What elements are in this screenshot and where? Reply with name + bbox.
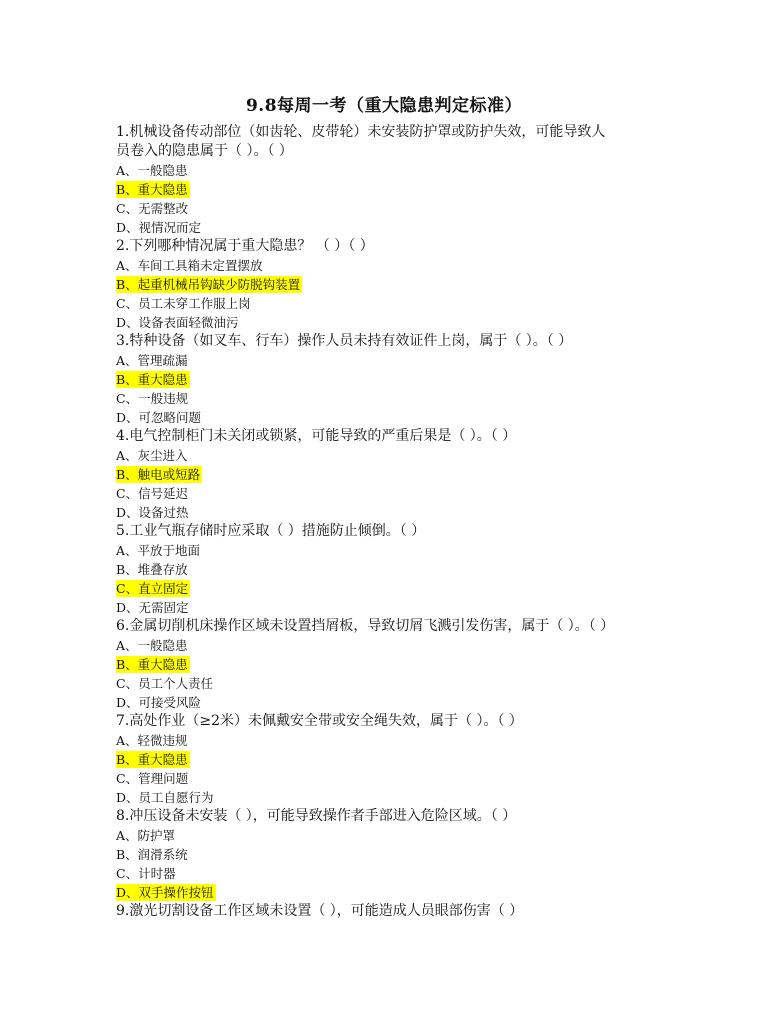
answer-option-label: D、可忽略问题 — [116, 410, 202, 425]
question-text: 8.冲压设备未安装（ ），可能导致操作者手部进入危险区域。（ ） — [116, 808, 517, 824]
answer-option-highlighted — [116, 579, 652, 598]
answer-option — [116, 294, 652, 313]
answer-option — [116, 845, 652, 864]
answer-option-label: C、一般违规 — [116, 391, 189, 406]
answer-option — [116, 161, 652, 180]
answer-option-label: D、设备过热 — [116, 505, 189, 520]
answer-option — [116, 826, 652, 845]
page-title: 9.8每周一考（重大隐患判定标准） — [245, 96, 523, 116]
answer-option — [116, 864, 652, 883]
answer-option-highlighted — [116, 275, 652, 294]
question-text: 6.金属切削机床操作区域未设置挡屑板，导致切屑飞溅引发伤害，属于（ ）。（ ） — [116, 618, 615, 634]
answer-option-label: C、直立固定 — [116, 581, 189, 596]
answer-option-label: B、触电或短路 — [116, 467, 201, 482]
answer-option-highlighted — [116, 655, 652, 674]
answer-option — [116, 256, 652, 275]
answer-option — [116, 389, 652, 408]
question-text: 5.工业气瓶存储时应采取（ ）措施防止倾倒。（ ） — [116, 523, 426, 539]
answer-option-label: C、计时器 — [116, 866, 176, 881]
answer-option — [116, 351, 652, 370]
question-block — [116, 617, 652, 712]
answer-option-label: B、重大隐患 — [116, 182, 188, 197]
answer-option-highlighted — [116, 883, 652, 902]
answer-option-label: D、可接受风险 — [116, 695, 202, 710]
answer-option-label: D、员工自愿行为 — [116, 790, 214, 805]
answer-option-highlighted — [116, 370, 652, 389]
answer-option-label: B、起重机械吊钩缺少防脱钩装置 — [116, 277, 301, 292]
question-text: 7.高处作业（≥2米）未佩戴安全带或安全绳失效，属于（ ）。（ ） — [116, 713, 523, 729]
answer-option — [116, 560, 652, 579]
answer-option — [116, 484, 652, 503]
answer-option-label: C、管理问题 — [116, 771, 189, 786]
answer-option — [116, 769, 652, 788]
answer-option-label: B、重大隐患 — [116, 657, 188, 672]
question-text: 3.特种设备（如叉车、行车）操作人员未持有效证件上岗，属于（ ）。（ ） — [116, 333, 573, 349]
answer-option — [116, 408, 652, 427]
question-block — [116, 123, 652, 237]
question-block — [116, 807, 652, 902]
answer-option-label: B、润滑系统 — [116, 847, 188, 862]
answer-option-label: A、一般隐患 — [116, 638, 188, 653]
question-block — [116, 522, 652, 617]
answer-option-label: A、平放于地面 — [116, 543, 201, 558]
answer-option — [116, 218, 652, 237]
answer-option-label: A、管理疏漏 — [116, 353, 188, 368]
answer-option-label: B、重大隐患 — [116, 372, 188, 387]
answer-option-label: C、员工未穿工作服上岗 — [116, 296, 251, 311]
answer-option-label: A、灰尘进入 — [116, 448, 188, 463]
answer-option-label: B、重大隐患 — [116, 752, 188, 767]
question-text: 2.下列哪种情况属于重大隐患？ （ ）（ ） — [116, 238, 374, 254]
answer-option — [116, 693, 652, 712]
answer-option-label: A、车间工具箱未定置摆放 — [116, 258, 263, 273]
question-text: 1.机械设备传动部位（如齿轮、皮带轮）未安装防护罩或防护失效，可能导致人 — [116, 124, 606, 140]
answer-option-label: C、员工个人责任 — [116, 676, 214, 691]
question-block — [116, 332, 652, 427]
answer-option-label: C、信号延迟 — [116, 486, 189, 501]
answer-option — [116, 541, 652, 560]
question-block — [116, 902, 652, 921]
answer-option — [116, 313, 652, 332]
answer-option-label: A、防护罩 — [116, 828, 176, 843]
question-block — [116, 712, 652, 807]
answer-option — [116, 199, 652, 218]
answer-option-label: D、视情况而定 — [116, 220, 202, 235]
question-text: 9.激光切割设备工作区域未设置（ ），可能造成人员眼部伤害（ ） — [116, 903, 524, 919]
question-text: 员卷入的隐患属于（ ）。（ ） — [116, 143, 293, 159]
answer-option-label: A、轻微违规 — [116, 733, 188, 748]
answer-option-highlighted — [116, 750, 652, 769]
answer-option — [116, 598, 652, 617]
answer-option — [116, 503, 652, 522]
answer-option-highlighted — [116, 465, 652, 484]
answer-option-label: D、设备表面轻微油污 — [116, 315, 239, 330]
answer-option — [116, 674, 652, 693]
answer-option-label: D、无需固定 — [116, 600, 189, 615]
answer-option-highlighted — [116, 180, 652, 199]
answer-option-label: B、堆叠存放 — [116, 562, 188, 577]
answer-option — [116, 446, 652, 465]
question-block — [116, 427, 652, 522]
question-block — [116, 237, 652, 332]
question-list — [116, 123, 652, 921]
answer-option — [116, 731, 652, 750]
question-text: 4.电气控制柜门未关闭或锁紧，可能导致的严重后果是（ ）。（ ） — [116, 428, 517, 444]
answer-option — [116, 636, 652, 655]
answer-option-label: D、双手操作按钮 — [116, 885, 214, 900]
answer-option — [116, 788, 652, 807]
answer-option-label: C、无需整改 — [116, 201, 189, 216]
answer-option-label: A、一般隐患 — [116, 163, 188, 178]
